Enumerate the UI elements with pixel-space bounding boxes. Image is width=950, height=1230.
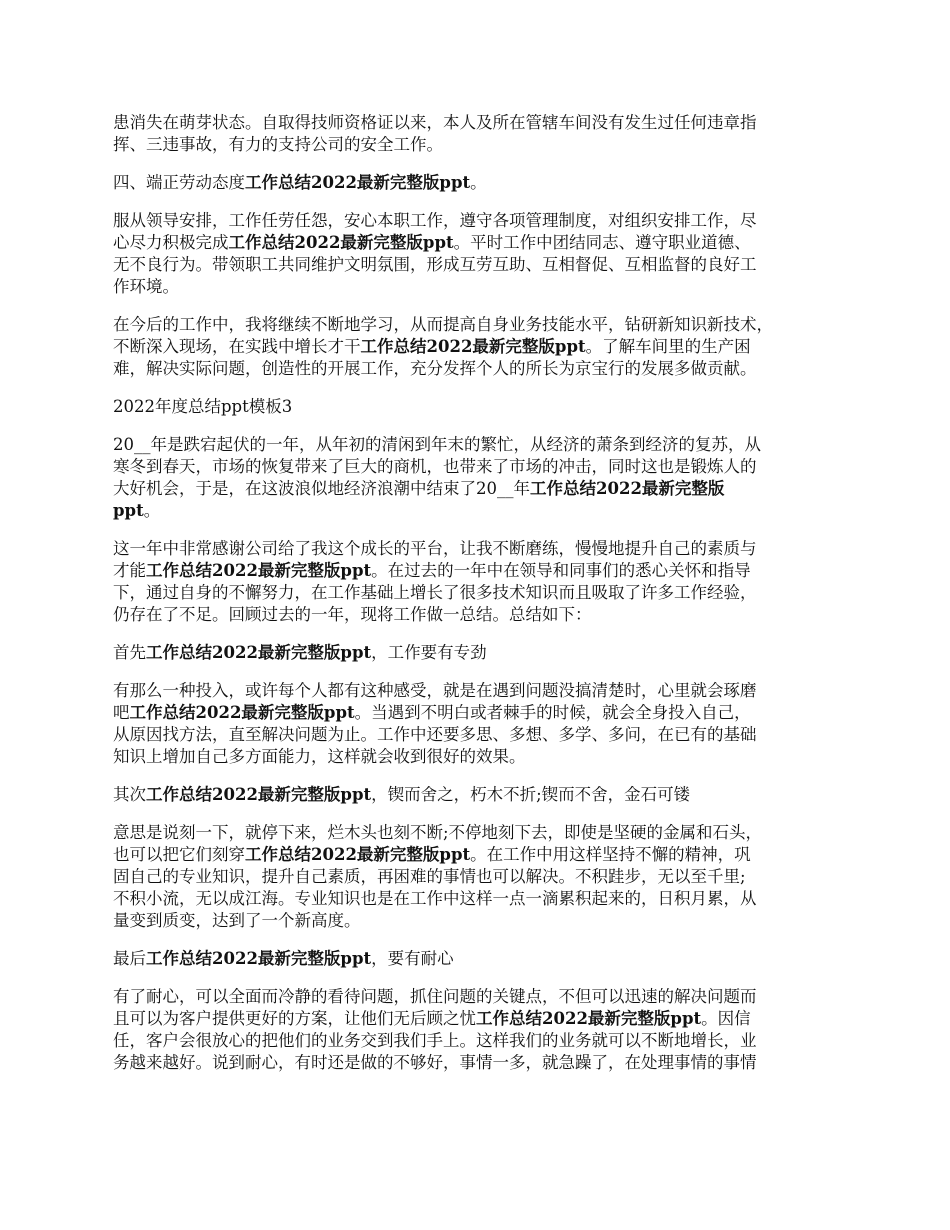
text-run: 其次 (113, 785, 146, 804)
text-run: 固自己的专业知识，提升自己素质，再困难的事情也可以解决。不积跬步，无以至千里; (113, 867, 746, 886)
paragraph (113, 210, 853, 298)
paragraph (113, 538, 853, 626)
keyword-highlight: 工作总结2022最新完整版ppt (245, 845, 471, 864)
text-line (113, 134, 853, 156)
text-line (113, 746, 853, 768)
paragraph (113, 396, 853, 418)
text-line (113, 784, 853, 806)
text-run: 吧 (113, 703, 130, 722)
text-run: 务越来越好。说到耐心，有时还是做的不够好，事情一多，就急躁了，在处理事情的事情 (113, 1053, 757, 1072)
paragraph (113, 314, 853, 380)
text-run: 。因信 (701, 1009, 751, 1028)
text-run: 量变到质变，达到了一个新高度。 (113, 911, 361, 930)
text-line (113, 112, 853, 134)
text-run: 。平时工作中团结同志、遵守职业道德、 (453, 233, 751, 252)
text-run: 四、端正劳动态度 (113, 173, 245, 192)
text-run: 才能 (113, 561, 146, 580)
text-run: 挥、三违事故，有力的支持公司的安全工作。 (113, 135, 443, 154)
text-line (113, 822, 853, 844)
text-line (113, 478, 853, 500)
text-run: 知识上增加自己多方面能力，这样就会收到很好的效果。 (113, 747, 526, 766)
paragraph (113, 948, 853, 970)
document-page (113, 112, 853, 1090)
text-run: 最后 (113, 949, 146, 968)
text-run: 心尽力积极完成 (113, 233, 229, 252)
text-line (113, 276, 853, 298)
text-run: 大好机会，于是，在这波浪似地经济浪潮中结束了20__年 (113, 479, 530, 498)
keyword-highlight: 工作总结2022最新完整版ppt (245, 173, 471, 192)
text-line (113, 254, 853, 276)
text-run: 。在过去的一年中在领导和同事们的悉心关怀和指导 (371, 561, 751, 580)
text-run: 且可以为客户提供更好的方案，让他们无后顾之忧 (113, 1009, 476, 1028)
text-run: 不断深入现场，在实践中增长才干 (113, 337, 361, 356)
text-run: 仍存在了不足。回顾过去的一年，现将工作做一总结。总结如下： (113, 605, 592, 624)
paragraph (113, 172, 853, 194)
text-line (113, 604, 853, 626)
text-run: ，锲而舍之，朽木不折;锲而不舍，金石可镂 (371, 785, 691, 804)
text-run: 2022年度总结ppt模板3 (113, 397, 293, 416)
text-line (113, 866, 853, 888)
text-line (113, 702, 853, 724)
text-line (113, 1008, 853, 1030)
text-run: 寒冬到春天，市场的恢复带来了巨大的商机，也带来了市场的冲击，同时这也是锻炼人的 (113, 457, 757, 476)
paragraph (113, 680, 853, 768)
text-line (113, 336, 853, 358)
text-line (113, 642, 853, 664)
text-run: 患消失在萌芽状态。自取得技师资格证以来，本人及所在管辖车间没有发生过任何违章指 (113, 113, 757, 132)
text-line (113, 210, 853, 232)
text-line (113, 948, 853, 970)
text-run: 从原因找方法，直至解决问题为止。工作中还要多思、多想、多学、多问，在已有的基础 (113, 725, 757, 744)
text-run: 难，解决实际问题，创造性的开展工作，充分发挥个人的所长为京宝行的发展多做贡献。 (113, 359, 757, 378)
text-line (113, 456, 853, 478)
paragraph (113, 784, 853, 806)
text-run: 这一年中非常感谢公司给了我这个成长的平台，让我不断磨练，慢慢地提升自己的素质与 (113, 539, 757, 558)
text-line (113, 434, 853, 456)
keyword-highlight: 工作总结2022最新完整版ppt (146, 949, 372, 968)
keyword-highlight: 工作总结2022最新完整版ppt (146, 561, 372, 580)
text-line (113, 1030, 853, 1052)
text-run: 。了解车间里的生产困 (585, 337, 751, 356)
keyword-highlight: 工作总结2022最新完整版ppt (129, 703, 355, 722)
paragraph (113, 986, 853, 1074)
text-line (113, 986, 853, 1008)
text-line (113, 724, 853, 746)
text-run: 不积小流，无以成江海。专业知识也是在工作中这样一点一滴累积起来的，日积月累，从 (113, 889, 757, 908)
paragraph (113, 642, 853, 664)
paragraph (113, 822, 853, 932)
keyword-highlight: 工作总结2022最新完整版ppt (146, 643, 372, 662)
keyword-highlight: ppt (113, 501, 144, 520)
text-run: 服从领导安排，工作任劳任怨，安心本职工作，遵守各项管理制度，对组织安排工作，尽 (113, 211, 757, 230)
keyword-highlight: 工作总结2022最新完整版ppt (228, 233, 454, 252)
text-run: 下，通过自身的不懈努力，在工作基础上增长了很多技术知识而且吸取了许多工作经验， (113, 583, 757, 602)
text-run: 有了耐心，可以全面而冷静的看待问题，抓住问题的关键点，不但可以迅速的解决问题而 (113, 987, 757, 1006)
text-line (113, 1052, 853, 1074)
text-run: 。当遇到不明白或者棘手的时候，就会全身投入自己， (354, 703, 751, 722)
text-line (113, 500, 853, 522)
text-line (113, 844, 853, 866)
keyword-highlight: 工作总结2022最新完整版ppt (146, 785, 372, 804)
text-line (113, 680, 853, 702)
text-line (113, 560, 853, 582)
text-line (113, 358, 853, 380)
text-run: 20__年是跌宕起伏的一年，从年初的清闲到年末的繁忙，从经济的萧条到经济的复苏，从 (113, 435, 761, 454)
text-line (113, 396, 853, 418)
text-line (113, 582, 853, 604)
text-run: 。 (143, 501, 161, 520)
text-line (113, 888, 853, 910)
text-run: 作环境。 (113, 277, 179, 296)
text-line (113, 232, 853, 254)
text-line (113, 910, 853, 932)
text-line (113, 538, 853, 560)
text-run: 无不良行为。带领职工共同维护文明氛围，形成互劳互助、互相督促、互相监督的良好工 (113, 255, 757, 274)
text-run: ，要有耐心 (371, 949, 454, 968)
text-line (113, 314, 853, 336)
keyword-highlight: 工作总结2022最新完整版ppt (476, 1009, 702, 1028)
text-line (113, 172, 853, 194)
keyword-highlight: 工作总结2022最新完整版ppt (360, 337, 586, 356)
keyword-highlight: 工作总结2022最新完整版 (530, 479, 725, 498)
text-run: 也可以把它们刻穿 (113, 845, 245, 864)
text-run: 意思是说刻一下，就停下来，烂木头也刻不断;不停地刻下去，即使是坚硬的金属和石头， (113, 823, 763, 842)
text-run: 首先 (113, 643, 146, 662)
text-run: 任，客户会很放心的把他们的业务交到我们手上。这样我们的业务就可以不断地增长，业 (113, 1031, 757, 1050)
text-run: 。 (470, 173, 487, 192)
text-run: 。在工作中用这样坚持不懈的精神，巩 (470, 845, 751, 864)
text-run: ，工作要有专劲 (371, 643, 487, 662)
text-run: 有那么一种投入，或许每个人都有这种感受，就是在遇到问题没搞清楚时，心里就会琢磨 (113, 681, 757, 700)
text-run: 在今后的工作中，我将继续不断地学习，从而提高自身业务技能水平，钻研新知识新技术， (113, 315, 773, 334)
paragraph (113, 112, 853, 156)
paragraph (113, 434, 853, 522)
